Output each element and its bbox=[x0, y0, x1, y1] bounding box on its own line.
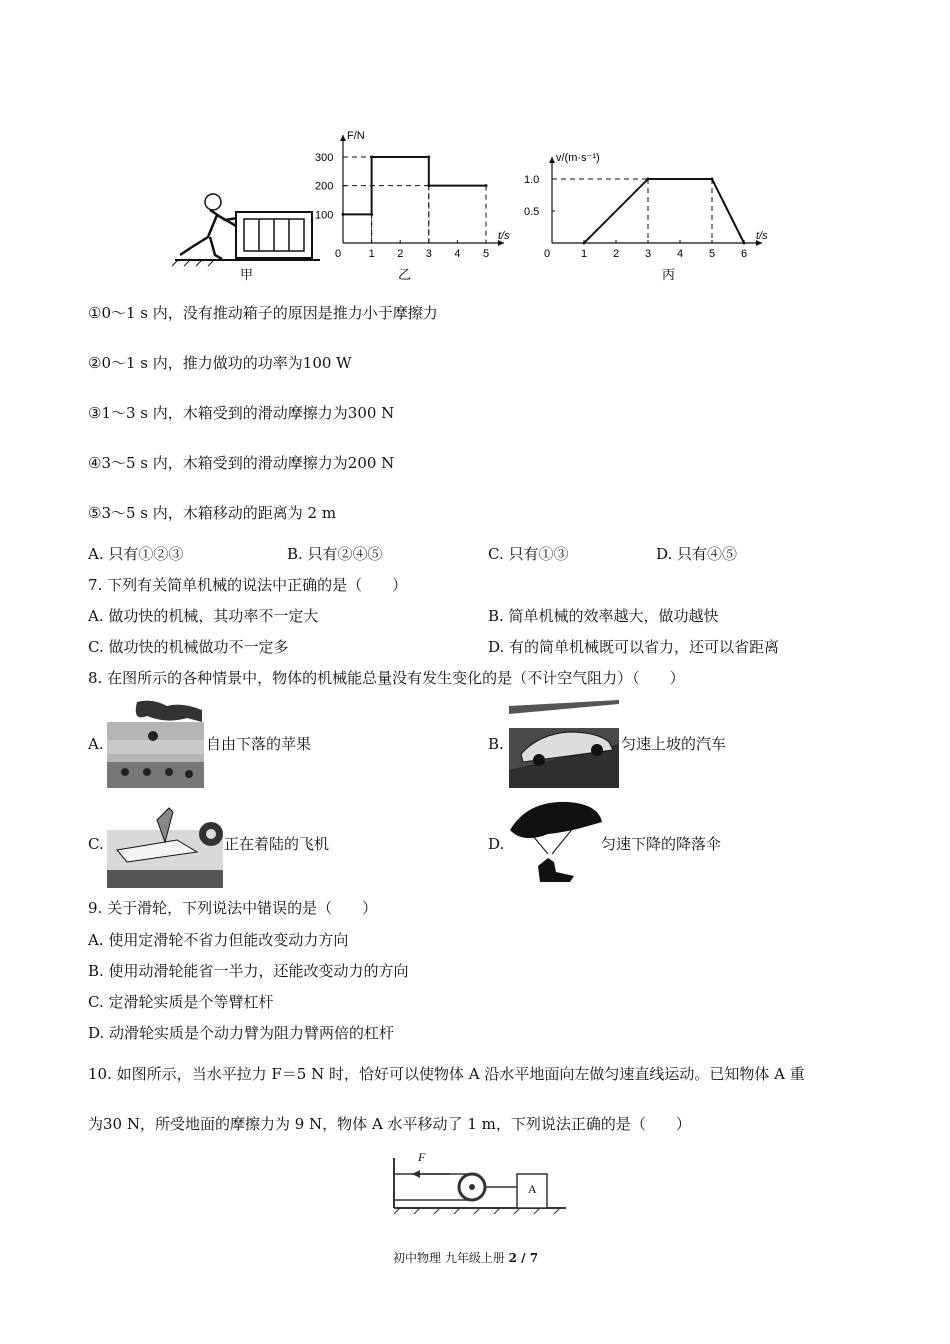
q6-option-b: B. 只有②④⑤ bbox=[287, 545, 383, 563]
x-tick-label: 2 bbox=[613, 248, 620, 260]
q9-stem: 9. 关于滑轮，下列说法中错误的是（ ） bbox=[88, 899, 378, 917]
q9-option-a: A. 使用定滑轮不省力但能改变动力方向 bbox=[88, 931, 349, 949]
q6-option-a: A. 只有①②③ bbox=[88, 545, 184, 563]
q10-stem-line1: 10. 如图所示，当水平拉力 F＝5 N 时，恰好可以使物体 A 沿水平地面向左做匀速直线运动。已知物体 A 重 bbox=[88, 1065, 805, 1083]
q9-option-b: B. 使用动滑轮能省一半力，还能改变动力的方向 bbox=[88, 962, 409, 980]
q8-option-c-caption: 正在着陆的飞机 bbox=[224, 835, 330, 853]
statement-1: ①0～1 s 内，没有推动箱子的原因是推力小于摩擦力 bbox=[88, 304, 438, 322]
y-tick-label: 200 bbox=[315, 180, 334, 193]
y-axis-label: F/N bbox=[347, 130, 365, 142]
block-a-label: A bbox=[528, 1182, 537, 1196]
x-tick-label: 2 bbox=[397, 248, 404, 260]
y-tick-label: 100 bbox=[315, 209, 334, 222]
x-tick-label: 4 bbox=[454, 248, 461, 260]
chart-force-time bbox=[315, 130, 510, 260]
q7-option-b: B. 简单机械的效率越大，做功越快 bbox=[488, 607, 719, 625]
statement-2: ②0～1 s 内，推力做功的功率为100 W bbox=[88, 354, 352, 372]
q8-option-a-caption: 自由下落的苹果 bbox=[206, 735, 312, 753]
top-figure-svg bbox=[170, 115, 790, 290]
x-tick-label: 0 bbox=[335, 248, 342, 260]
q9-option-c: C. 定滑轮实质是个等臂杠杆 bbox=[88, 993, 274, 1011]
q7-option-d: D. 有的简单机械既可以省力，还可以省距离 bbox=[488, 638, 780, 656]
fig-label-yi: 乙 bbox=[398, 268, 412, 283]
x-axis-label: t/s bbox=[498, 230, 510, 242]
y-tick-label: 1.0 bbox=[524, 174, 540, 186]
page-footer bbox=[393, 1248, 538, 1268]
data-point bbox=[743, 242, 746, 245]
x-tick-label: 1 bbox=[581, 248, 588, 260]
top-figure bbox=[170, 115, 790, 290]
fig-label-jia: 甲 bbox=[240, 268, 254, 283]
q10-stem-line2: 为30 N，所受地面的摩擦力为 9 N，物体 A 水平移动了 1 m，下列说法正确的是（ ） bbox=[88, 1115, 691, 1133]
q8-option-a-letter: A. bbox=[88, 735, 104, 753]
q7-option-a: A. 做功快的机械，其功率不一定大 bbox=[88, 607, 319, 625]
q8-option-b-letter: B. bbox=[488, 735, 504, 753]
q6-option-c: C. 只有①③ bbox=[488, 545, 569, 563]
x-tick-label: 5 bbox=[483, 248, 490, 260]
footer-text: 初中物理 九年级上册 bbox=[393, 1251, 509, 1265]
q7-option-c: C. 做功快的机械做功不一定多 bbox=[88, 638, 289, 656]
y-axis-arrow bbox=[340, 135, 346, 141]
x-tick-label: 3 bbox=[645, 248, 652, 260]
q8-stem: 8. 在图所示的各种情景中，物体的机械能总量没有发生变化的是（不计空气阻力）（ ） bbox=[88, 669, 685, 687]
x-tick-label: 1 bbox=[368, 248, 375, 260]
landing-plane-image bbox=[107, 800, 223, 888]
q7-stem: 7. 下列有关简单机械的说法中正确的是（ ） bbox=[88, 576, 408, 594]
person-pushing-box bbox=[172, 194, 320, 266]
y-tick-label: 0.5 bbox=[524, 206, 540, 218]
q8-option-b-caption: 匀速上坡的汽车 bbox=[621, 735, 727, 753]
q8-option-d-caption: 匀速下降的降落伞 bbox=[601, 835, 722, 853]
y-axis-arrow bbox=[549, 157, 555, 163]
y-tick-label: 300 bbox=[315, 152, 334, 164]
x-tick-label: 3 bbox=[425, 248, 432, 260]
force-f-label: F bbox=[418, 1150, 426, 1164]
q8-option-d-letter: D. bbox=[488, 835, 505, 853]
car-uphill-image bbox=[509, 700, 619, 788]
statement-4: ④3～5 s 内，木箱受到的滑动摩擦力为200 N bbox=[88, 454, 395, 472]
x-tick-label: 0 bbox=[544, 248, 551, 260]
x-tick-label: 6 bbox=[741, 248, 748, 260]
x-tick-label: 5 bbox=[709, 248, 716, 260]
parachute-image bbox=[508, 800, 604, 890]
statement-5: ⑤3～5 s 内，木箱移动的距离为 2 m bbox=[88, 504, 337, 522]
page-number: 2 / 7 bbox=[508, 1251, 539, 1265]
pulley-figure bbox=[390, 1150, 570, 1218]
fig-label-bing: 丙 bbox=[662, 268, 676, 283]
data-series-line bbox=[584, 179, 744, 243]
q8-option-c-letter: C. bbox=[88, 835, 104, 853]
data-point bbox=[583, 242, 586, 245]
chart-velocity-time bbox=[524, 152, 768, 260]
statement-3: ③1～3 s 内，木箱受到的滑动摩擦力为300 N bbox=[88, 404, 395, 422]
x-tick-label: 4 bbox=[677, 248, 684, 260]
y-axis-label: v/(m·s⁻¹) bbox=[556, 152, 600, 164]
x-axis-label: t/s bbox=[756, 230, 768, 242]
q6-option-d: D. 只有④⑤ bbox=[656, 545, 738, 563]
q9-option-d: D. 动滑轮实质是个动力臂为阻力臂两倍的杠杆 bbox=[88, 1024, 395, 1042]
falling-apple-image bbox=[107, 700, 204, 788]
